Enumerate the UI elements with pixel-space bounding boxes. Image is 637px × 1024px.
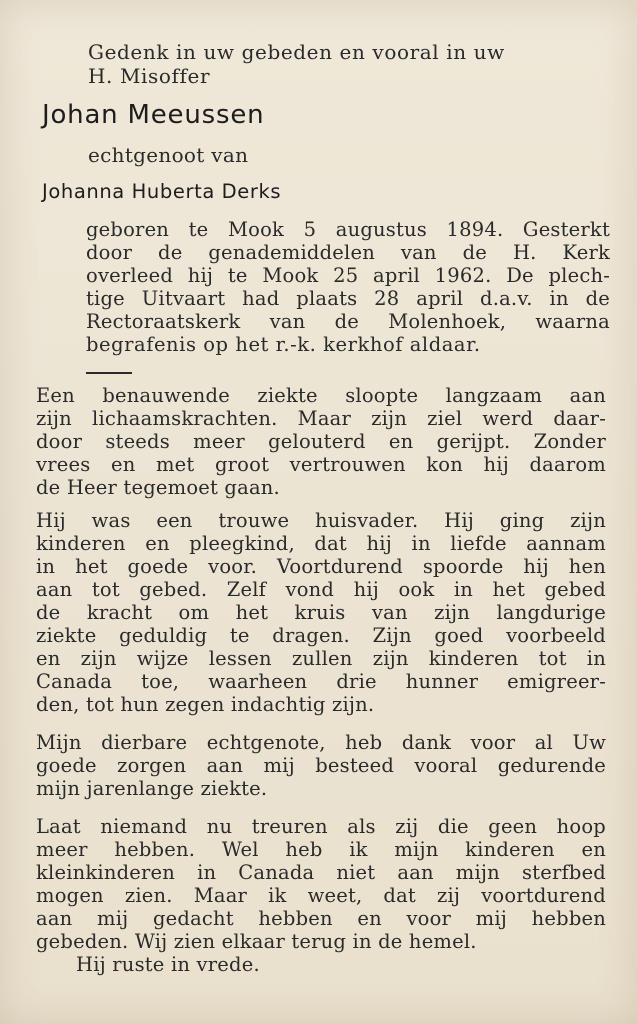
body-line-15: Mijn dierbare echtgenote, heb dank voor al Uw: [36, 731, 606, 754]
body-line-12: en zijn wijze lessen zullen zijn kinderen tot in: [36, 647, 606, 670]
bio-line-3: overleed hij te Mook 25 april 1962. De plech-: [86, 264, 610, 287]
deceased-name: Johan Meeussen: [42, 100, 265, 130]
short-divider: [86, 372, 132, 374]
body-line-13: Canada toe, waarheen drie hunner emigreer-: [36, 670, 606, 693]
heading-line-2: H. Misoffer: [88, 64, 211, 88]
body-line-17: mijn jarenlange ziekte.: [36, 777, 268, 800]
body-line-8: in het goede voor. Voortdurend spoorde hij hen: [36, 555, 606, 578]
body-line-2: zijn lichaamskrachten. Maar zijn ziel werd daar-: [36, 407, 606, 430]
body-line-3: door steeds meer gelouterd en gerijpt. Zonder: [36, 430, 606, 453]
body-line-7: kinderen en pleegkind, dat hij in liefde aannam: [36, 532, 606, 555]
bio-line-1: geboren te Mook 5 augustus 1894. Gesterkt: [86, 218, 610, 241]
closing-line: Hij ruste in vrede.: [76, 953, 260, 976]
body-line-1: Een benauwende ziekte sloopte langzaam aan: [36, 384, 606, 407]
body-line-23: gebeden. Wij zien elkaar terug in de hemel.: [36, 930, 477, 953]
body-line-21: mogen zien. Maar ik weet, dat zij voortdurend: [36, 884, 606, 907]
body-line-5: de Heer tegemoet gaan.: [36, 476, 280, 499]
body-line-19: meer hebben. Wel heb ik mijn kinderen en: [36, 838, 606, 861]
body-line-10: de kracht om het kruis van zijn langdurige: [36, 601, 606, 624]
body-line-11: ziekte geduldig te dragen. Zijn goed voorbeeld: [36, 624, 606, 647]
bio-line-4: tige Uitvaart had plaats 28 april d.a.v. in de: [86, 287, 610, 310]
bio-line-6: begrafenis op het r.-k. kerkhof aldaar.: [86, 333, 481, 356]
bio-line-5: Rectoraatskerk van de Molenhoek, waarna: [86, 310, 610, 333]
body-line-22: aan mij gedacht hebben en voor mij hebben: [36, 907, 606, 930]
spouse-name: Johanna Huberta Derks: [42, 180, 282, 203]
body-line-18: Laat niemand nu treuren als zij die geen hoop: [36, 815, 606, 838]
body-line-4: vrees en met groot vertrouwen kon hij daarom: [36, 453, 606, 476]
bio-line-2: door de genademiddelen van de H. Kerk: [86, 241, 610, 264]
heading-line-1: Gedenk in uw gebeden en vooral in uw: [88, 40, 505, 64]
body-line-20: kleinkinderen in Canada niet aan mijn sterfbed: [36, 861, 606, 884]
body-line-16: goede zorgen aan mij besteed vooral gedurende: [36, 754, 606, 777]
body-line-6: Hij was een trouwe huisvader. Hij ging zijn: [36, 509, 606, 532]
relation-text: echtgenoot van: [88, 143, 249, 167]
body-line-14: den, tot hun zegen indachtig zijn.: [36, 693, 375, 716]
body-line-9: aan tot gebed. Zelf vond hij ook in het gebed: [36, 578, 606, 601]
